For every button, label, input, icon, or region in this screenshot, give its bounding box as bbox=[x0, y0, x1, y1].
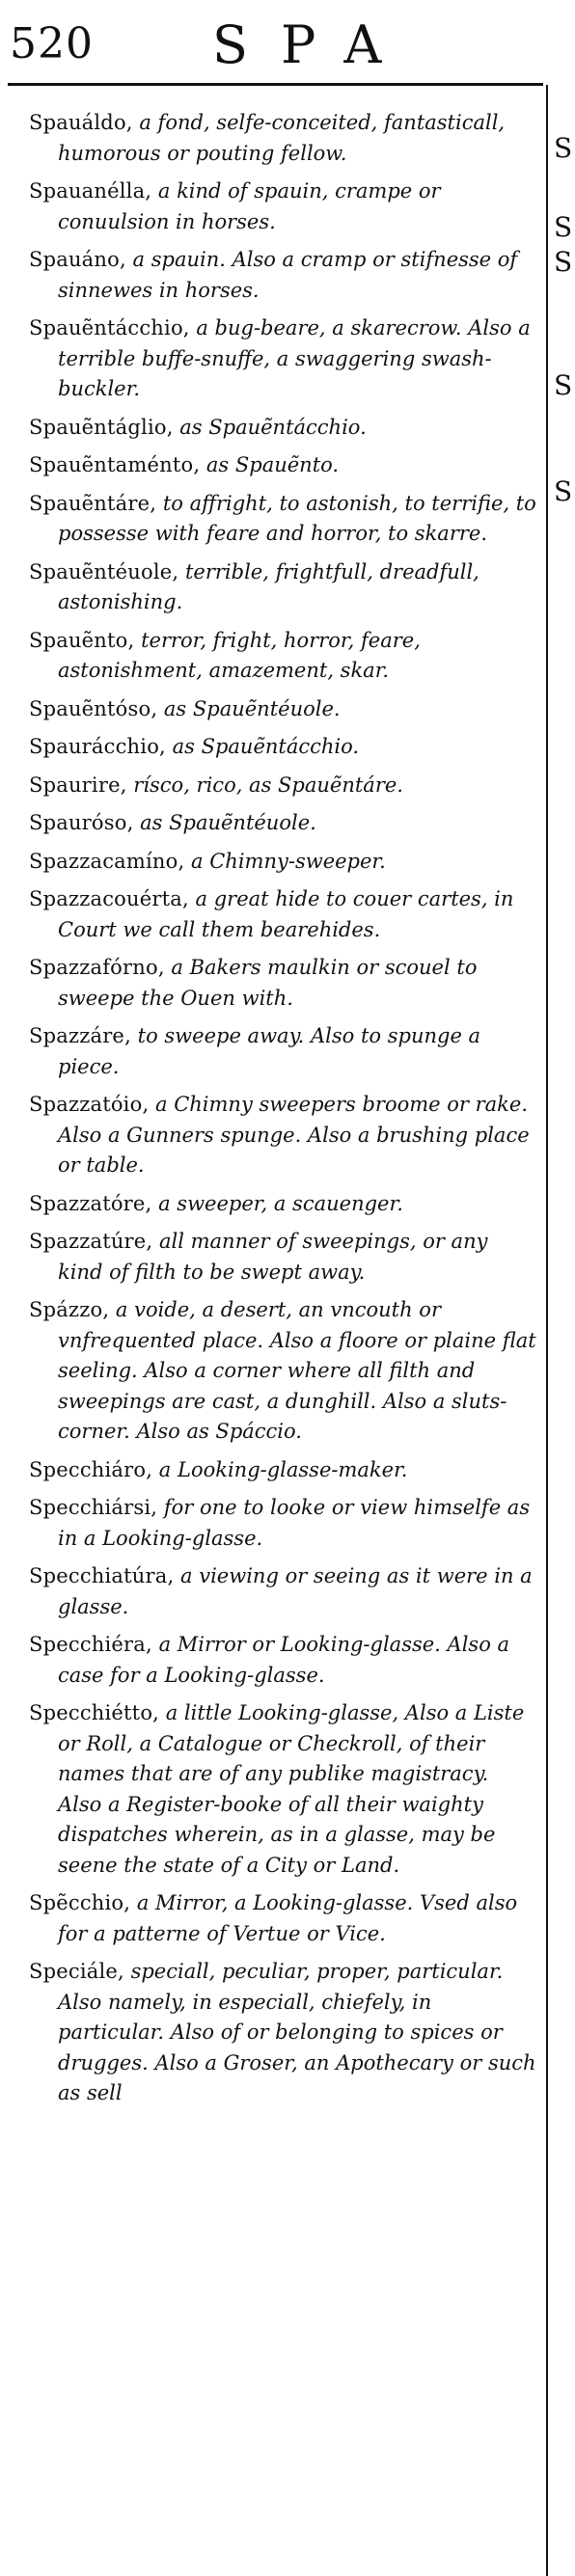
definition: a Looking-glasse-maker. bbox=[158, 1457, 408, 1481]
headword: Spẽcchio, bbox=[29, 1891, 131, 1914]
dictionary-entry bbox=[29, 771, 538, 801]
dictionary-entry bbox=[29, 557, 538, 618]
definition: a Chimny sweepers broome or rake. Also a Gunners spunge. Also a brushing place or table. bbox=[58, 1093, 530, 1177]
definition: a Bakers maulkin or scouel to sweepe the Ouen with. bbox=[58, 956, 478, 1010]
headword: Spázzo, bbox=[29, 1298, 110, 1321]
dictionary-entry bbox=[29, 953, 538, 1014]
headword: Spazzafórno, bbox=[29, 956, 165, 979]
margin-fragment: S bbox=[554, 369, 573, 401]
definition: to sweepe away. Also to spunge a piece. bbox=[58, 1024, 481, 1078]
dictionary-entry bbox=[29, 245, 538, 306]
page-header bbox=[0, 0, 575, 83]
definition: a Chimny-sweeper. bbox=[191, 849, 386, 873]
definition: a great hide to couer cartes, in Court we call them bearehides. bbox=[58, 887, 514, 941]
headword: Speciále, bbox=[29, 1960, 124, 1983]
page-number: 520 bbox=[10, 19, 94, 68]
dictionary-entry bbox=[29, 808, 538, 839]
headword: Specchiáro, bbox=[29, 1457, 153, 1481]
margin-fragment: S bbox=[554, 211, 573, 243]
dictionary-entry bbox=[29, 1295, 538, 1448]
definition: terror, fright, horror, feare, astonishment, amazement, skar. bbox=[58, 628, 421, 682]
headword: Spauanélla, bbox=[29, 179, 152, 203]
headword: Spazzacamíno, bbox=[29, 849, 185, 873]
dictionary-entry bbox=[29, 108, 538, 169]
headword: Spauẽnto, bbox=[29, 628, 135, 652]
dictionary-entry bbox=[29, 884, 538, 945]
definition: to affright, to astonish, to terrifie, to possesse with feare and horror, to skarre. bbox=[58, 491, 536, 545]
headword: Spaurácchio, bbox=[29, 735, 166, 758]
definition: all manner of sweepings, or any kind of filth to be swept away. bbox=[58, 1230, 488, 1284]
headword: Specchiétto, bbox=[29, 1701, 160, 1724]
dictionary-entry bbox=[29, 450, 538, 481]
dictionary-entry bbox=[29, 1630, 538, 1691]
definition: terrible, frightfull, dreadfull, astonishing. bbox=[58, 559, 479, 613]
definition: a spauin. Also a cramp or stifnesse of sinnewes in horses. bbox=[58, 248, 518, 302]
definition: as Spauẽnto. bbox=[205, 453, 340, 476]
definition: for one to looke or view himselfe as in a Looking-glasse. bbox=[58, 1496, 531, 1550]
dictionary-entry bbox=[29, 732, 538, 763]
header-rule bbox=[8, 83, 543, 86]
dictionary-entry bbox=[29, 694, 538, 725]
dictionary-entry bbox=[29, 413, 538, 444]
headword: Spazzatóre, bbox=[29, 1191, 152, 1215]
headword: Spazzacouérta, bbox=[29, 887, 189, 910]
definition: a voide, a desert, an vncouth or vnfrequented place. Also a floore or plaine flat seeling. Also a corner where all filth and sweepings are cast, a dunghill. Also a sluts-corner. Also as Spáccio. bbox=[58, 1298, 536, 1443]
headword: Spauẽntéuole, bbox=[29, 559, 179, 583]
dictionary-entry bbox=[29, 176, 538, 237]
dictionary-entry bbox=[29, 1227, 538, 1288]
dictionary-entry bbox=[29, 1455, 538, 1486]
dictionary-entry bbox=[29, 1189, 538, 1220]
headword: Specchiéra, bbox=[29, 1633, 152, 1656]
headword: Spauáno, bbox=[29, 248, 126, 271]
definition: a bug-beare, a skarecrow. Also a terrible buffe-snuffe, a swaggering swash-buckler. bbox=[58, 316, 531, 400]
dictionary-entry bbox=[29, 1021, 538, 1082]
definition: a kind of spauin, crampe or conuulsion in horses. bbox=[58, 179, 441, 233]
headword: Specchiatúra, bbox=[29, 1564, 175, 1587]
dictionary-entry bbox=[29, 1698, 538, 1881]
dictionary-entry bbox=[29, 1493, 538, 1554]
dictionary-entry bbox=[29, 847, 538, 878]
margin-fragment: S bbox=[554, 475, 573, 507]
definition: as Spauẽntácchio. bbox=[179, 415, 367, 439]
definition: a Mirror or Looking-glasse. Also a case for a Looking-glasse. bbox=[58, 1633, 510, 1687]
margin-fragment: S bbox=[554, 246, 573, 278]
definition: speciall, peculiar, proper, particular. Also namely, in especiall, chiefely, in particular. Also of or belonging to spices or drugges. Also a Groser, an Apothecary or such as sell bbox=[58, 1960, 536, 2104]
dictionary-entry bbox=[29, 626, 538, 687]
dictionary-entries bbox=[29, 108, 538, 2117]
definition: as Spauẽntéuole. bbox=[163, 696, 341, 720]
headword: Spauẽntácchio, bbox=[29, 316, 190, 339]
headword: Spaurire, bbox=[29, 773, 127, 797]
dictionary-entry bbox=[29, 1090, 538, 1181]
dictionary-entry bbox=[29, 1888, 538, 1949]
headword: Spauáldo, bbox=[29, 111, 133, 134]
headword: Spauẽntóso, bbox=[29, 696, 158, 720]
definition: as Spauẽntéuole. bbox=[140, 811, 316, 834]
headword: Spauẽntáre, bbox=[29, 491, 157, 515]
dictionary-entry bbox=[29, 1957, 538, 2109]
margin-fragment: S bbox=[554, 132, 573, 164]
dictionary-entry bbox=[29, 489, 538, 550]
definition: a Mirror, a Looking-glasse. Vsed also for a patterne of Vertue or Vice. bbox=[58, 1891, 518, 1945]
definition: a little Looking-glasse, Also a Liste or Roll, a Catalogue or Checkroll, of their names that are of any publike magistracy. Also a Register-booke of all their waighty dispatches wherein, as in a glasse, may be seene the state of a City or Land. bbox=[58, 1701, 525, 1877]
running-head: SPA bbox=[212, 14, 415, 75]
column-divider bbox=[546, 85, 548, 2576]
adjacent-column-fragments bbox=[554, 132, 575, 540]
definition: a viewing or seeing as it were in a glasse. bbox=[58, 1564, 533, 1618]
definition: as Spauẽntácchio. bbox=[172, 735, 360, 758]
headword: Spauróso, bbox=[29, 811, 134, 834]
headword: Spazzatúre, bbox=[29, 1230, 153, 1253]
definition: a sweeper, a scauenger. bbox=[158, 1191, 403, 1215]
definition: rísco, rico, as Spauẽntáre. bbox=[133, 773, 403, 797]
headword: Spazzatóio, bbox=[29, 1093, 150, 1116]
definition: a fond, selfe-conceited, fantasticall, humorous or pouting fellow. bbox=[58, 111, 506, 165]
headword: Specchiársi, bbox=[29, 1496, 158, 1519]
dictionary-entry bbox=[29, 1561, 538, 1622]
dictionary-entry bbox=[29, 313, 538, 405]
headword: Spauẽntáglio, bbox=[29, 415, 174, 439]
headword: Spauẽntaménto, bbox=[29, 453, 201, 476]
headword: Spazzáre, bbox=[29, 1024, 131, 1047]
